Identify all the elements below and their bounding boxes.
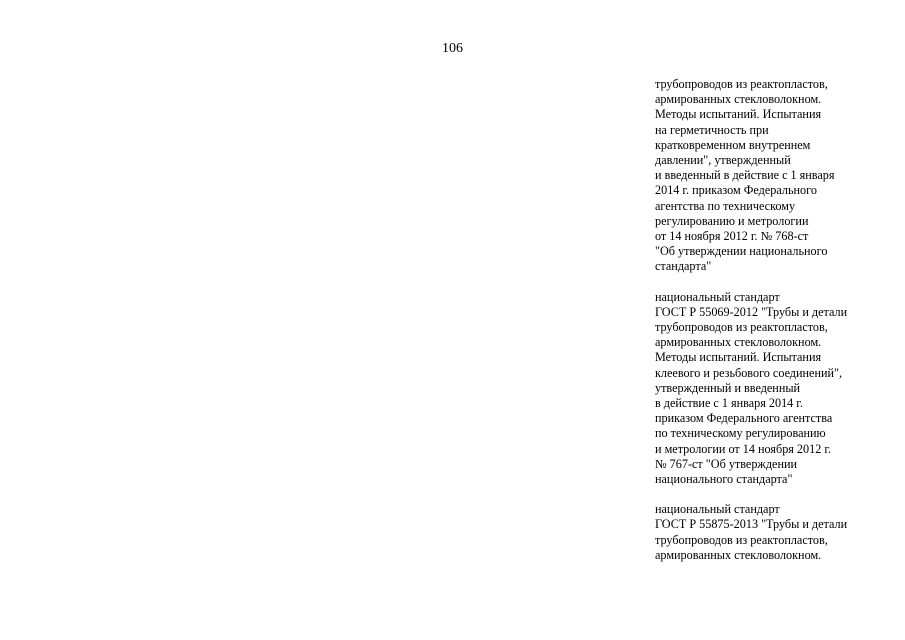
- text-column: [655, 77, 895, 563]
- text-line: Методы испытаний. Испытания: [655, 107, 822, 122]
- text-line: ГОСТ Р 55069-2012 "Трубы и детали: [655, 304, 848, 319]
- text-line: № 767-ст "Об утверждении: [655, 456, 798, 471]
- text-line: и введенный в действие с 1 января: [655, 168, 835, 183]
- text-line: 2014 г. приказом Федерального: [655, 183, 817, 198]
- text-line: регулированию и метрологии: [655, 213, 809, 228]
- text-line: армированных стекловолокном.: [655, 92, 822, 107]
- text-line: армированных стекловолокном.: [655, 335, 822, 350]
- text-line: ГОСТ Р 55875-2013 "Трубы и детали: [655, 517, 848, 532]
- text-line: трубопроводов из реактопластов,: [655, 532, 828, 547]
- text-line: от 14 ноября 2012 г. № 768-ст: [655, 228, 809, 243]
- paragraph-gap: [655, 274, 895, 289]
- text-line: на герметичность при: [655, 122, 769, 137]
- text-line: национального стандарта": [655, 471, 793, 486]
- text-block-3: [655, 502, 895, 563]
- text-line: стандарта": [655, 259, 712, 274]
- text-block-2: [655, 290, 895, 487]
- text-line: клеевого и резьбового соединений",: [655, 365, 843, 380]
- text-line: "Об утверждении национального: [655, 244, 828, 259]
- text-line: армированных стекловолокном.: [655, 547, 822, 562]
- text-block-1: [655, 77, 895, 274]
- text-line: национальный стандарт: [655, 289, 780, 304]
- text-line: давлении", утвержденный: [655, 152, 791, 167]
- text-line: по техническому регулированию: [655, 426, 826, 441]
- text-line: в действие с 1 января 2014 г.: [655, 395, 803, 410]
- text-line: национальный стандарт: [655, 502, 780, 517]
- text-line: и метрологии от 14 ноября 2012 г.: [655, 441, 832, 456]
- text-line: трубопроводов из реактопластов,: [655, 320, 828, 334]
- paragraph-gap: [655, 487, 895, 502]
- text-line: приказом Федерального агентства: [655, 411, 833, 426]
- text-line: Методы испытаний. Испытания: [655, 350, 822, 365]
- text-line: трубопроводов из реактопластов,: [655, 77, 828, 91]
- page-number: 106: [442, 41, 463, 56]
- text-line: кратковременном внутреннем: [655, 137, 811, 152]
- text-line: агентства по техническому: [655, 198, 796, 213]
- text-line: утвержденный и введенный: [655, 380, 801, 395]
